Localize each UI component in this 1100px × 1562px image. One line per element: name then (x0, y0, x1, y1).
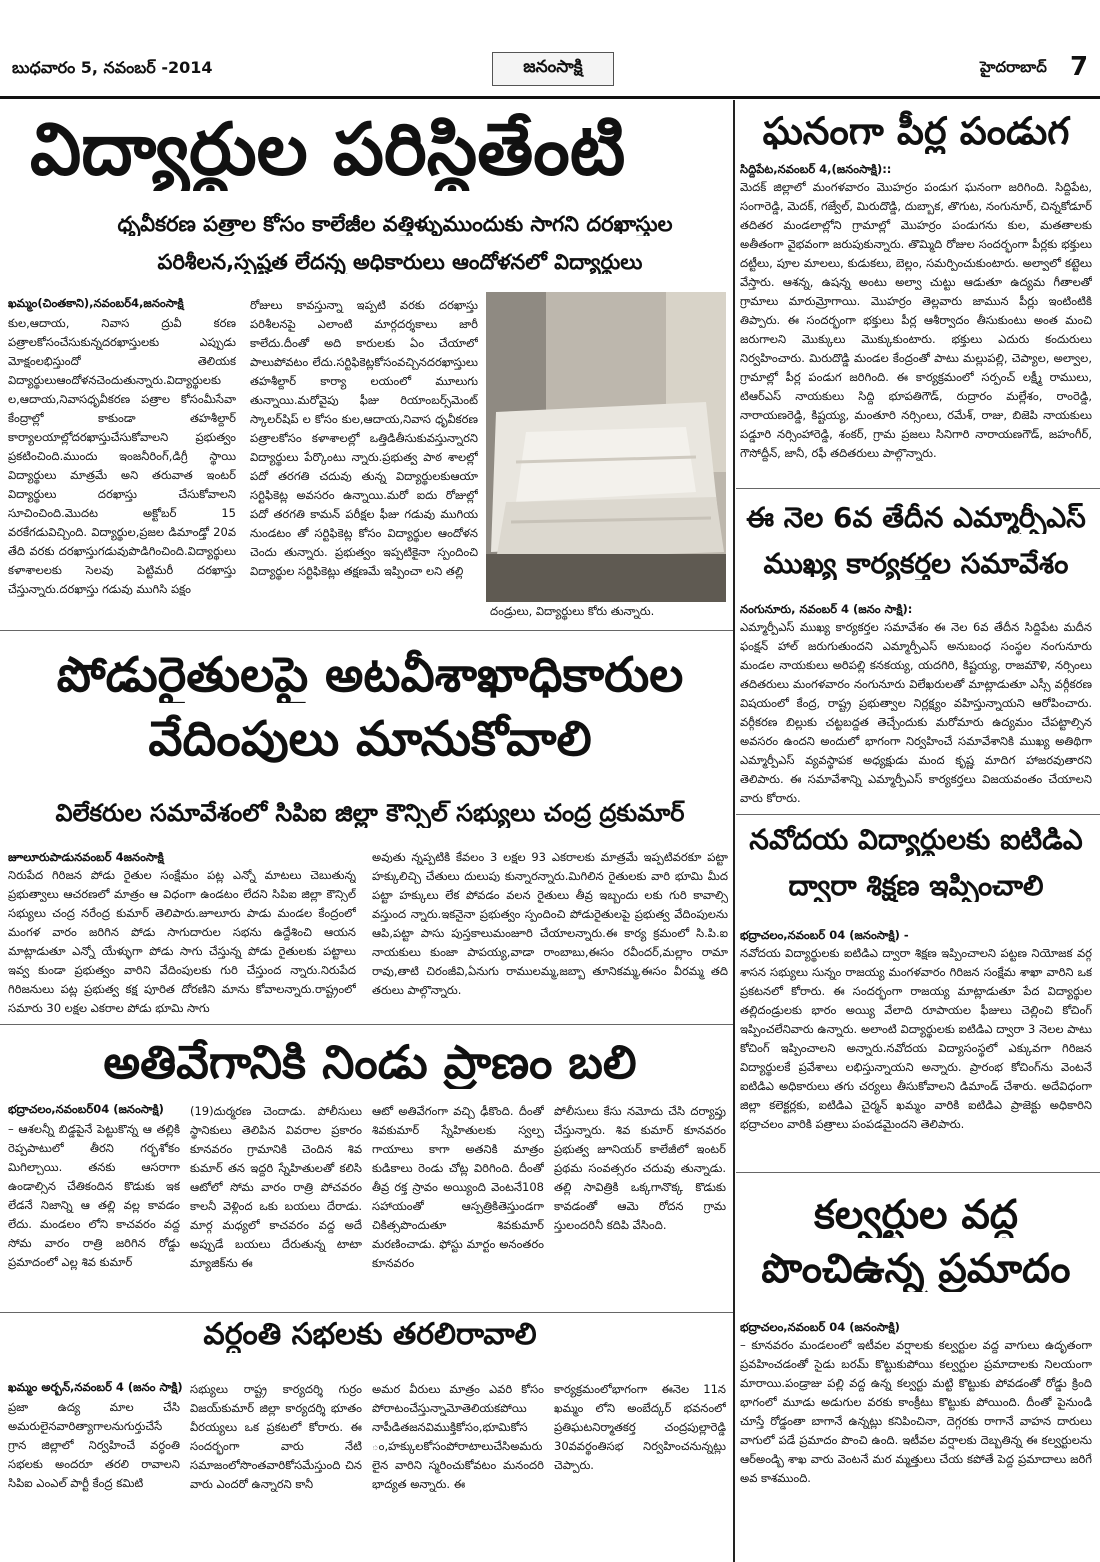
farmers-subheadline: విలేకరుల సమావేశంలో సిపిఐ జిల్లా కౌన్సిల్ సభ్యులు చంద్ర ద్రకుమార్ (55, 800, 685, 827)
column-divider (733, 100, 735, 1562)
accident-body-col2: (19)దుర్మరణ చెందాడు. పోలీసులు స్థానికులు తెలిపిన వివరాల ప్రకారం కూనవరం గ్రామానికి చెందిన శివ కుమార్ తన ఇద్దరి స్నేహితులతో కలిసి ఆటోలో సోమ వారం రాత్రి పోచవరం కాలనీ వెళ్లింద ఒకు బయలు దేరాడు. మార్గ మధ్యలో కాచవరం వద్ద అదే అప్పుడే బయలు దేరుతున్న టాటా మ్యాజిక్‌ను ఈ (190, 1104, 362, 1270)
accident-dateline: భద్రాచలం,నవంబర్04 (జనంసాక్షి) (8, 1102, 164, 1116)
navodaya-headline-2: ద్వారా శిక్షణ ఇప్పించాలి (788, 870, 1044, 902)
navodaya-body: నవోదయ విద్యార్థులకు ఐటిడిఎ ద్వారా శిక్షణ ఇప్పించాలని పట్టణ నియోజక వర్గ శాసన సభ్యులు సున్నం రాజయ్య మంగళవారం గిరిజన సంక్షేమ శాఖా వారిని ఒక ప్రకటనలో కోరారు. ఈ సందర్భంగా రాజయ్య మాట్లాడుతూ పేద విద్యార్థుల తల్లిదండ్రులకు భారం అయ్యి వేలాది రూపాయల ఫీజులు చెల్లించి కోచింగ్ ఇప్పించలేనివారు ఉన్నారు. అలాంటి విద్యార్థులకు ఐటిడిఎ ద్వారా 3 నెలల పాటు కోచింగ్ ఇప్పించాలని అన్నారు.నవోదయ విద్యాసంస్థలో ఎక్కువగా గిరిజన విద్యార్థులకే ప్రవేశాలు లభిస్తున్నాయని అన్నారు. ప్రారంభ కోచింగ్‌ను వెంటనే ఐటిడిఎ అధికారులు తగు చర్యలు తీసుకోవాలని డిమాండ్ చేశారు. అదేవిధంగా జిల్లా కలెక్టర్లకు, ఐటిడిఎ చైర్మన్ ఖమ్మం వారికి ఐటిడిఎ ప్రాజెక్టు అధికారిని భద్రాచలం వారికి పత్రాలు పంపడమైందని తెలిపారు. (740, 946, 1092, 1131)
students-subheadline-2: పరిశీలన,స్పష్టత లేదన్న అధికారులు ఆందోళనలో విద్యార్థులు (157, 250, 643, 274)
peerla-headline: ఘనంగా పీర్ల పండుగ (762, 110, 1070, 153)
navodaya-dateline: భద్రాచలం,నవంబర్ 04 (జనంసాక్షి) - (740, 928, 909, 942)
paper-stacks-photo (486, 292, 726, 602)
accident-body-col1: – ఆశలన్నీ బిడ్డపైనే పెట్టుకొన్న ఆ తల్లికి రెప్పపాటులో తీరని గర్భశోకం మిగిల్చాయి. తనకు ఆసరాగా ఉండాల్సిన చేతికందిన కొడుకు ఇక లేడనే నిజాన్ని ఆ తల్లి వల్ల కావడం లేదు. మండలం లోని కాచవరం వద్ద సోమ వారం రాత్రి జరిగిన రోడ్డు ప్రమాదంలో ఎల్ల శివ కుమార్ (8, 1122, 180, 1269)
accident-headline: అతివేగానికి నిండు ప్రాణం బలి (103, 1036, 637, 1089)
culverts-body: – కూనవరం మండలంలో ఇటీవల వర్షాలకు కల్వర్టుల వద్ద వాగులు ఉదృతంగా ప్రవహించడంతో సైడు బరమ్ కొట్టుకుపోయి కల్వర్టుల ప్రమాదాలకు నిలయంగా మారాయి.పండ్రాజు పల్లి వద్ద ఉన్న కల్వర్టు మట్టి కొట్టుకు పోవడంతో రోడ్డు క్రింది భాగంలో మూడు అడుగుల వరకు కాంక్రీటు కొట్టుకు పోయింది. దీంతో పైనుండి చూస్తే రోడ్డంతా బాగానే ఉన్నట్లు కనిపించినా, దెగ్గరకు రాగానే వాహన దారులు వాగులో పడే ప్రమాదం పొంచి ఉంది. ఇటీవల వర్షాలకు దెబ్బతిన్న ఈ కల్వర్టులను ఆర్అండ్బి శాఖ వారు వెంటనే మర మ్మత్తులు చేయ కపోతే పెద్ద ప్రమాదాలు జరిగే అవ కాశముంది. (740, 1338, 1092, 1485)
farmers-headline-2: వేదింపులు మానుకోవాలి (148, 712, 592, 767)
memorial-body-col3: అమర వీరులు మాత్రం ఎవరి కోసం పోరాటంచేస్తున్నామోతెలియకపోయి నాపీడితజనవిముక్తికోసం,భూమికోస ం,హక్కులకోసంపోరాటాలుచేసిఅమరు లైన వారిని స్మరించుకోవటం మనందరి భాద్యత అన్నారు. ఈ (372, 1382, 544, 1491)
peerla-dateline: సిద్దిపేట,నవంబర్ 4,(జనంసాక్షి):: (740, 162, 892, 176)
students-subheadline-1: ధృవీకరణ పత్రాల కోసం కాలేజీల వత్తిళ్ళుముందుకు సాగని దరఖాస్తుల (117, 212, 673, 236)
culverts-headline-1: కల్వర్టుల వద్ద (813, 1192, 1019, 1238)
memorial-headline: వర్ధంతి సభలకు తరలిరావాలి (203, 1318, 537, 1352)
section-rule (736, 488, 1100, 489)
memorial-body-col1: ప్రజా ఉద్య మాల చేసి అమరులైనవారిత్యాగాలనుగుర్తుచేసే గ్రాన జిల్లాలో నిర్వహించే వర్ధంతి సభలకు అందరూ తరలి రావాలని సిపిఐ ఎంఎల్ పార్టీ కేంద్ర కమిటి (8, 1400, 180, 1490)
edition-city: హైదరాబాద్ (980, 58, 1047, 76)
memorial-body-col4: కార్యక్రమంలోభాగంగా ఈనెల 11న ఖమ్మం లోని అంబేద్కర్ భవనంలో ప్రతిఘటనిర్మాతకర్త చంద్రపుల్లారెడ్డి 30వవర్థంతిసభ నిర్వహించనున్నట్లు చెప్పారు. (554, 1382, 726, 1472)
peerla-body: మెదక్ జిల్లాలో మంగళవారం మొహర్రం పండుగ ఘనంగా జరిగింది. సిద్దిపేట, సంగారెడ్డి, మెదక్, గజ్వేల్, మిరుదొడ్డి, దుబ్బాక, తొగుట, నంగునూర్, చిన్నకోడూర్ తదితర మండలాల్లోని గ్రామాల్లో మొహర్రం పండుగను కుల, మతతాలకు అతీతంగా వైభవంగా జరుపుకున్నారు. తొమ్మిది రోజుల సందర్భంగా పీర్లకు భక్తులు దట్టీలు, పూల మాలలు, కుడుకలు, బెల్లం, సమర్పించుకుంటారు. అల్వాలో కట్టెలు వేస్తారు. ఆశన్న, ఉషన్న అంటు అల్వా చుట్టు ఆడుతూ ఉద్యమ గీతాలతో గ్రామాలు మారుమ్రోగాయి. మొహర్రం తెల్లవారు జామున పీర్లు ఇంటింటికి తిప్పారు. ఈ సందర్భంగా భక్తులు పీర్ల ఆశీర్వాదం తీసుకుంటు అంత మంచి జరుగాలని మొక్కులు మొక్కుకుంటారు. భక్తులు ఎదురు కందురులు నిర్వహించారు. మిరుదొడ్డి మండల కేంద్రంతో పాటు మల్లుపల్లి, చెప్యాల, అల్వాల, గ్రామాల్లో పీర్ల పండుగ జరిగింది. ఈ కార్యక్రమంలో సర్పంచ్ లక్ష్మీ రాములు, టిఆర్ఎస్ నాయకులు సిద్ది భూపతిగౌడ్, రుద్రారం మల్లేశం, రాంరెడ్డి, నారాయణరెడ్డి, కిష్టయ్య, మంతూరి నర్సింలు, రమేశ్, రాజు, బిజెపి నాయకులు పడ్డూరి నర్సింహారెడ్డి, శంకర్, గ్రామ ప్రజలు సినిగారి నారాయణగౌడ్, జహంగీర్, గౌసోద్దీన్, జానీ, రఫీ తదితరులు పాల్గొన్నారు. (740, 180, 1092, 460)
students-body-col2: రోజులు కావస్తున్నా ఇప్పటి వరకు దరఖాస్తు పరిశీలనపై ఎలాంటి మార్గదర్శకాలు జారీ కాలేదు.దీంతో అది కారులకు ఏం చేయాలో పాలుపోవటం లేదు.సర్టిఫికెట్లకోసంవచ్చినదరఖాస్తులు తహశీల్దార్ కార్యా లయంలో మూలుగు తున్నాయి.మరోవైపు ఫీజు రియాంబర్స్‌మెంట్ స్కాలర్‌షిప్ ల కోసం కుల,ఆదాయ,నివాస ధృవీకరణ పత్రాలకోసం కళాశాలల్లో ఒత్తిడితీసుకువస్తున్నారని విద్యార్థులు పేర్కొంటు న్నారు.ప్రభుత్వ పాఠ శాలల్లో పదో తరగతి చదువు తున్న విద్యార్థులకుఆయా సర్టిఫికెట్ల అవసరం ఉన్నాయి.మరో ఐదు రోజుల్లో పదో తరగతి కామన్ పరీక్షల ఫీజు గడువు ముగియ నుండటం తో సర్టిఫికెట్ల కోసం విద్యార్థుల ఆందోళన చెందు తున్నారు. ప్రభుత్వం ఇప్పటికైనా స్పందించి విద్యార్థుల సర్టిఫికెట్లు తక్షణమే ఇప్పించా లని తల్లి (250, 298, 478, 578)
masthead-logo: జనంసాక్షి (492, 52, 614, 86)
section-rule (0, 1024, 733, 1025)
issue-date: బుధవారం 5, నవంబర్ -2014 (12, 58, 213, 77)
memorial-body-col2: సభ్యులు రాష్ట్ర కార్యదర్శి గుర్రం విజయ్‌కుమార్ జిల్లా కార్యదర్శి భూతం వీరయ్యలు ఒక ప్రకటలో కోరారు. ఈ సందర్భంగా వారు నేటి సమాజంలోసొంతవారికోసమేస్తుంది చిన వారు ఎందరో ఉన్నారని కానీ (190, 1382, 362, 1491)
mrps-headline-2: ముఖ్య కార్యకర్తల సమావేశం (763, 548, 1069, 580)
farmers-body-col2: అవుతు న్నప్పటికి కేవలం 3 లక్షల 93 ఎకరాలకు మాత్రమే ఇప్పటివరకూ పట్టా హక్కులిచ్చి చేతులు దులుపు కున్నారన్నారు.మిగిలిన రైతులకు వారి భూమి మీద పట్టా హక్కులు లేక పోవడం వలన రైతులు తీవ్ర ఇబ్బందు లకు గురి కావాల్సి వస్తుంద న్నారు.ఇకనైనా ప్రభుత్వం స్పందించి పోడురైతులపై ప్రభుత్వ వేదింపులను ఆపి,పట్టా పాసు పుస్తకాలుమంజూరి చేయాలన్నారు.ఈ కార్య క్రమంలో సి.పి.ఐ నాయకులు కుంజా పాపయ్య,వాడా రాంబాబు,ఈసం రవీందర్,మల్లాం రామా రావు,తాటి చిరంజీవి,ఏనుగు రాములమ్మ,జబ్బా తూనికమ్మ,ఈసం వీరమ్మ తది తరులు పాల్గొన్నారు. (372, 850, 728, 997)
culverts-dateline: భద్రాచలం,నవంబర్ 04 (జనంసాక్షి) (740, 1320, 900, 1334)
farmers-dateline: జూలూరుపాడునవంబర్ 4జనంసాక్షి (8, 850, 164, 864)
accident-body-col4: పోలీసులు కేసు నమోదు చేసి దర్యాప్తు చేస్తున్నారు. శివ కుమార్ కూనవరం ప్రభుత్వ జూనియర్ కాలేజీలో ఇంటర్ ప్రథమ సంవత్సరం చదువు తున్నాడు. తల్లి సావిత్రికి ఒక్కగానొక్క కొడుకు కావడంతో ఆమె రోదన గ్రామ స్తులందరినీ కదిపి వేసింది. (554, 1104, 726, 1232)
mrps-headline-1: ఈ నెల 6వ తేదీన ఎమ్మార్పీఎస్ (746, 502, 1086, 534)
navodaya-headline-1: నవోదయ విద్యార్థులకు ఐటిడిఎ (749, 824, 1083, 856)
farmers-headline-1: పోడురైతులపై అటవీశాఖాధికారుల (56, 648, 684, 703)
mrps-dateline: నంగునూరు, నవంబర్ 4 (జనం సాక్షి): (740, 602, 913, 616)
memorial-dateline: ఖమ్మం అర్బన్,నవంబర్ 4 (జనం సాక్షి) (8, 1380, 183, 1394)
section-rule (736, 1172, 1100, 1173)
page-number: 7 (1070, 52, 1089, 82)
students-dateline: ఖమ్మం(చింతకాని),నవంబర్4,జనంసాక్షి (8, 296, 184, 310)
students-body-tail: దండ్రులు, విద్యార్థులు కోరు తున్నారు. (490, 604, 655, 618)
accident-body-col3: ఆటో అతివేగంగా వచ్చి ఢీకొంది. దీంతో శివకుమార్ స్నేహితులకు స్వల్ప గాయాలు కాగా అతనికి మాత్రం కుడికాలు రెండు చోట్ల విరిగింది. దీంతో తీవ్ర రక్త స్రావం అయ్యింది వెంటనే108 సహాయంతో ఆస్పత్రికితెస్తుండగా చికిత్సపొందుతూ శివకుమార్ మరణించాడు. ఫోస్టు మార్టం అనంతరం కూనవరం (372, 1104, 544, 1270)
section-rule (0, 1312, 733, 1313)
students-headline: విద్యార్థుల పరిస్థితేంటి (30, 108, 626, 191)
mrps-body: ఎమ్మార్పీఎస్ ముఖ్య కార్యకర్తల సమావేశం ఈ నెల 6వ తేదీన సిద్దిపేట మదీన ఫంక్షన్ హాల్ జరుగుతుందని ఎమ్మార్పీఎస్ అనుబంధ సంస్థల నంగునూరు మండల నాయకులు అరిపల్లి కనకయ్య, యదగిరి, కిష్టయ్య, రాజమౌళి, నర్సింలు తదితరులు మంగళవారం నంగునూరు విలేఖరులతో మాట్లాడుతూ ఎస్సీ వర్గీకరణ విషయంలో కేంద్ర, రాష్ట్ర ప్రభుత్వాల నిర్లక్ష్యం వహిస్తున్నాయని ఆరోపించారు. వర్గీకరణ బిల్లుకు చట్టబద్దత తెచ్చేందుకు మరోమారు ఉద్యమం చేపట్టాల్సిన అవసరం ఉందని అందులో భాగంగా నిర్వహించే సమావేశానికి ముఖ్య అతిథిగా ఎమ్మార్పీఎస్ వ్యవస్థాపక అధ్యక్షుడు మంద కృష్ణ మాదిగ హాజరవుతారని తెలిపారు. ఈ సమావేశాన్ని ఎమ్మార్పీఎస్ కార్యకర్తలు విజయవంతం చేయాలని వారు కోరారు. (740, 620, 1092, 805)
section-rule (736, 814, 1100, 815)
culverts-headline-2: పొంచిఉన్న ప్రమాదం (761, 1246, 1071, 1292)
section-rule (0, 630, 733, 631)
header-rule (0, 96, 1100, 99)
farmers-body-col1: నిరుపేద గిరిజన పోడు రైతుల సంక్షేమం పట్ల ఎన్నో మాటలు చెబుతున్న ప్రభుత్వాలు ఆచరణలో మాత్రం ఆ విధంగా ఉండటం లేదని సిపిఐ జిల్లా కౌన్సిల్ సభ్యులు చంద్ర నరేంద్ర కుమార్ తెలిపారు.జూలూరు పాడు మండల కేంద్రంలో మంగళ వారం జరిగిన పోడు సాగుదారుల సభను ఉద్దేశించి ఆయన మాట్లాడుతూ ఎన్నో యేళ్ళుగా పోడు సాగు చేస్తున్న పోడు రైతులకు పట్టాలు ఇవ్వ కుండా ప్రభుత్వం వారిని వేదింపులకు గురి చేస్తుంద న్నారు.నిరుపేద గిరిజనులు పట్ల ప్రభుత్వ కక్ష పూరిత దోరణిని మాను కోవాలన్నారు.రాష్ట్రంలో సమారు 30 లక్షల ఎకరాల పోడు భూమి సాగు (8, 868, 356, 1015)
students-body-col1: కుల,ఆదాయ, నివాస ద్రువీ కరణ పత్రాలకోసంచేసుకున్నదరఖాస్తులకు ఎప్పుడు మోక్షంలభిస్తుందో తెలియక విద్యార్థులుఆందోళనచెందుతున్నారు.విద్యార్థులకు ల,ఆదాయ,నివాసధృవీకరణ పత్రాల కోసంమీసేవా కేంద్రాల్లో కాకుండా తహశీల్దార్ కార్యాలయాల్లోదరఖాస్తుచేసుకోవాలని ప్రభుత్వం ప్రకటించింది.ముందు ఇంజనీరింగ్,డిగ్రీ స్థాయి విద్యార్థులు మాత్రమే అని తరువాత ఇంటర్ విద్యార్థులు దరఖాస్తు చేసుకోవాలని సూచించింది.మొదట అక్టోబర్ 15 వరకేగడువిచ్చింది. విద్యార్థుల,ప్రజల డిమాండ్తో 20వ తేది వరకు దరఖాస్తుగడువుపొడిగించింది.విద్యార్థులు కళాశాలలకు సెలవు పెట్టిమరీ దరఖాస్తు చేస్తున్నారు.దరఖాస్తు గడువు ముగిసి పక్షం (8, 316, 236, 596)
